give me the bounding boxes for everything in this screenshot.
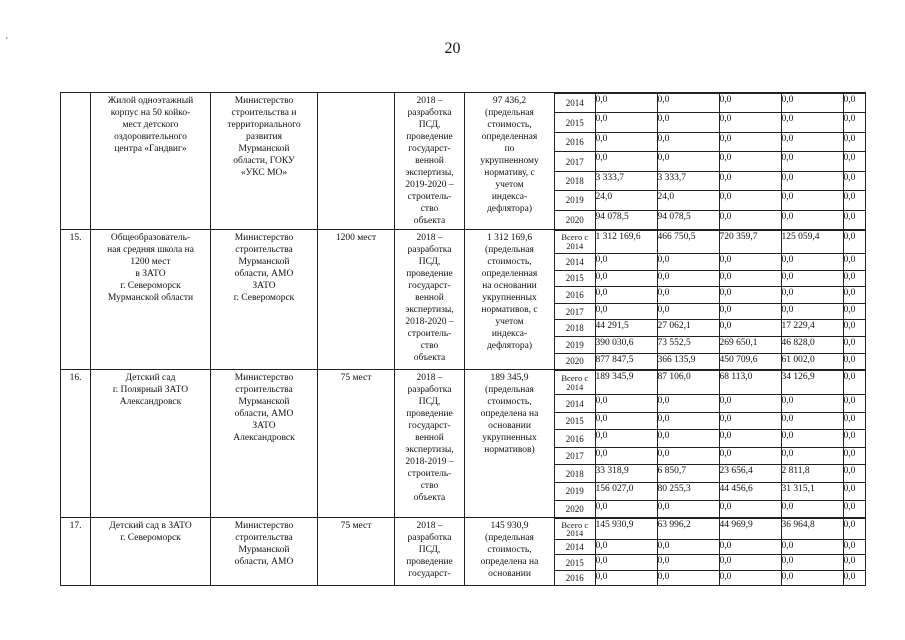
year-label: Всего с 2014 xyxy=(555,371,595,395)
amount-cell: 0,0 xyxy=(843,465,866,483)
year-label: 2014 xyxy=(555,94,595,113)
year-row xyxy=(555,210,866,229)
amount-cell: 0,0 xyxy=(781,412,843,430)
year-label: 2018 xyxy=(555,465,595,483)
year-row xyxy=(555,555,866,570)
amount-cell: 0,0 xyxy=(657,395,719,413)
year-row xyxy=(555,231,866,254)
amount-cell: 0,0 xyxy=(595,555,657,570)
amount-cell: 0,0 xyxy=(843,540,866,555)
amount-cell: 0,0 xyxy=(719,412,781,430)
amount-cell: 0,0 xyxy=(843,570,866,585)
amount-cell: 0,0 xyxy=(781,94,843,113)
amount-cell: 0,0 xyxy=(657,430,719,448)
amount-cell: 0,0 xyxy=(843,430,866,448)
amount-cell: 0,0 xyxy=(843,395,866,413)
amount-cell: 0,0 xyxy=(843,270,866,287)
amount-cell: 0,0 xyxy=(657,270,719,287)
year-row xyxy=(555,336,866,353)
amount-cell: 0,0 xyxy=(657,555,719,570)
year-row xyxy=(555,483,866,501)
amount-cell: 0,0 xyxy=(719,430,781,448)
amount-cell: 0,0 xyxy=(657,113,719,132)
amount-cell: 44 456,6 xyxy=(719,483,781,501)
table-row xyxy=(61,370,866,518)
amount-cell: 0,0 xyxy=(843,353,866,369)
year-label: 2020 xyxy=(555,500,595,517)
estimated-cost: 97 436,2 (предельная стоимость, определенная по укрупненному нормативу, с учетом индекса- дефлятора) xyxy=(465,93,555,230)
amount-cell: 0,0 xyxy=(843,483,866,501)
amount-cell: 0,0 xyxy=(781,113,843,132)
year-label: 2016 xyxy=(555,570,595,585)
amount-cell: 0,0 xyxy=(595,287,657,304)
amount-cell: 0,0 xyxy=(657,132,719,151)
amount-cell: 94 078,5 xyxy=(595,210,657,229)
amount-cell: 0,0 xyxy=(843,253,866,270)
amount-cell: 3 333,7 xyxy=(657,171,719,190)
amount-cell: 0,0 xyxy=(781,447,843,465)
amount-cell: 0,0 xyxy=(843,519,866,540)
amount-cell: 0,0 xyxy=(843,555,866,570)
amount-cell: 63 996,2 xyxy=(657,519,719,540)
amount-cell: 0,0 xyxy=(719,132,781,151)
amount-cell: 1 312 169,6 xyxy=(595,231,657,254)
year-label: 2015 xyxy=(555,113,595,132)
object-name: Жилой одноэтажный корпус на 50 койко- мест детского оздоровительного центра «Гандвиг» xyxy=(91,93,211,230)
amount-cell: 0,0 xyxy=(719,500,781,517)
amount-cell: 33 318,9 xyxy=(595,465,657,483)
row-number xyxy=(61,93,91,230)
year-label: 2020 xyxy=(555,210,595,229)
yearly-financing xyxy=(555,370,866,518)
amount-cell: 877 847,5 xyxy=(595,353,657,369)
year-row xyxy=(555,371,866,395)
corner-mark: ' xyxy=(6,36,8,47)
amount-cell: 0,0 xyxy=(719,94,781,113)
year-row xyxy=(555,412,866,430)
amount-cell: 80 255,3 xyxy=(657,483,719,501)
yearly-financing xyxy=(555,230,866,370)
stage-description: 2018 – разработка ПСД, проведение государст- xyxy=(395,518,465,586)
amount-cell: 0,0 xyxy=(719,555,781,570)
yearly-financing xyxy=(555,93,866,230)
amount-cell: 0,0 xyxy=(843,191,866,210)
amount-cell: 0,0 xyxy=(843,447,866,465)
amount-cell: 0,0 xyxy=(781,171,843,190)
amount-cell: 0,0 xyxy=(781,540,843,555)
amount-cell: 450 709,6 xyxy=(719,353,781,369)
amount-cell: 0,0 xyxy=(719,287,781,304)
row-number: 15. xyxy=(61,230,91,370)
amount-cell: 0,0 xyxy=(781,191,843,210)
amount-cell: 68 113,0 xyxy=(719,371,781,395)
responsible-org: Министерство строительства и территориального развития Мурманской области, ГОКУ «УКС МО» xyxy=(211,93,318,230)
amount-cell: 0,0 xyxy=(843,371,866,395)
year-label: 2016 xyxy=(555,132,595,151)
amount-cell: 0,0 xyxy=(657,152,719,171)
page-number: 20 xyxy=(444,40,461,57)
amount-cell: 0,0 xyxy=(719,303,781,320)
amount-cell: 0,0 xyxy=(781,270,843,287)
year-row xyxy=(555,320,866,337)
amount-cell: 44 969,9 xyxy=(719,519,781,540)
row-number: 16. xyxy=(61,370,91,518)
year-row xyxy=(555,270,866,287)
year-row xyxy=(555,465,866,483)
year-label: 2015 xyxy=(555,555,595,570)
amount-cell: 720 359,7 xyxy=(719,231,781,254)
amount-cell: 0,0 xyxy=(657,412,719,430)
responsible-org: Министерство строительства Мурманской области, АМО xyxy=(211,518,318,586)
amount-cell: 0,0 xyxy=(595,253,657,270)
amount-cell: 24,0 xyxy=(595,191,657,210)
amount-cell: 269 650,1 xyxy=(719,336,781,353)
year-label: 2019 xyxy=(555,336,595,353)
amount-cell: 0,0 xyxy=(843,210,866,229)
amount-cell: 0,0 xyxy=(843,132,866,151)
year-row xyxy=(555,303,866,320)
capacity xyxy=(318,93,395,230)
amount-cell: 0,0 xyxy=(719,447,781,465)
amount-cell: 0,0 xyxy=(843,336,866,353)
amount-cell: 0,0 xyxy=(843,171,866,190)
amount-cell: 0,0 xyxy=(595,395,657,413)
estimated-cost: 189 345,9 (предельная стоимость, определена на основании укрупненных нормативов) xyxy=(465,370,555,518)
year-label: 2017 xyxy=(555,152,595,171)
amount-cell: 0,0 xyxy=(657,303,719,320)
amount-cell: 366 135,9 xyxy=(657,353,719,369)
capacity: 75 мест xyxy=(318,370,395,518)
amount-cell: 0,0 xyxy=(719,270,781,287)
amount-cell: 0,0 xyxy=(843,94,866,113)
object-name: Детский сад г. Полярный ЗАТО Александровск xyxy=(91,370,211,518)
year-label: 2014 xyxy=(555,253,595,270)
amount-cell: 0,0 xyxy=(781,132,843,151)
amount-cell: 73 552,5 xyxy=(657,336,719,353)
amount-cell: 390 030,6 xyxy=(595,336,657,353)
amount-cell: 0,0 xyxy=(657,447,719,465)
amount-cell: 0,0 xyxy=(719,395,781,413)
stage-description: 2018 – разработка ПСД, проведение государст- венной экспертизы, 2018-2020 – строитель- ство объекта xyxy=(395,230,465,370)
amount-cell: 0,0 xyxy=(781,152,843,171)
year-row xyxy=(555,113,866,132)
object-name: Общеобразователь- ная средняя школа на 1200 мест в ЗАТО г. Североморск Мурманской области xyxy=(91,230,211,370)
object-name: Детский сад в ЗАТО г. Североморск xyxy=(91,518,211,586)
amount-cell: 0,0 xyxy=(843,412,866,430)
amount-cell: 0,0 xyxy=(595,132,657,151)
year-label: 2017 xyxy=(555,303,595,320)
table-row xyxy=(61,93,866,230)
amount-cell: 0,0 xyxy=(781,430,843,448)
amount-cell: 0,0 xyxy=(719,253,781,270)
amount-cell: 466 750,5 xyxy=(657,231,719,254)
year-row xyxy=(555,171,866,190)
year-label: 2016 xyxy=(555,287,595,304)
amount-cell: 0,0 xyxy=(595,570,657,585)
amount-cell: 125 059,4 xyxy=(781,231,843,254)
amount-cell: 0,0 xyxy=(657,500,719,517)
amount-cell: 189 345,9 xyxy=(595,371,657,395)
amount-cell: 0,0 xyxy=(781,287,843,304)
amount-cell: 0,0 xyxy=(719,210,781,229)
year-row xyxy=(555,191,866,210)
responsible-org: Министерство строительства Мурманской области, АМО ЗАТО г. Североморск xyxy=(211,230,318,370)
table-row xyxy=(61,518,866,586)
amount-cell: 0,0 xyxy=(781,395,843,413)
year-label: Всего с 2014 xyxy=(555,519,595,540)
stage-description: 2018 – разработка ПСД, проведение государст- венной экспертизы, 2018-2019 – строитель- ство объекта xyxy=(395,370,465,518)
amount-cell: 0,0 xyxy=(657,253,719,270)
amount-cell: 0,0 xyxy=(719,191,781,210)
amount-cell: 61 002,0 xyxy=(781,353,843,369)
amount-cell: 0,0 xyxy=(843,303,866,320)
amount-cell: 0,0 xyxy=(595,152,657,171)
year-label: 2018 xyxy=(555,171,595,190)
year-row xyxy=(555,353,866,369)
year-row xyxy=(555,447,866,465)
amount-cell: 44 291,5 xyxy=(595,320,657,337)
amount-cell: 0,0 xyxy=(657,94,719,113)
year-label: 2019 xyxy=(555,483,595,501)
amount-cell: 0,0 xyxy=(843,500,866,517)
capacity: 1200 мест xyxy=(318,230,395,370)
amount-cell: 87 106,0 xyxy=(657,371,719,395)
year-label: 2015 xyxy=(555,412,595,430)
estimated-cost: 145 930,9 (предельная стоимость, определена на основании xyxy=(465,518,555,586)
year-row xyxy=(555,287,866,304)
amount-cell: 27 062,1 xyxy=(657,320,719,337)
capacity: 75 мест xyxy=(318,518,395,586)
year-label: 2017 xyxy=(555,447,595,465)
year-row xyxy=(555,132,866,151)
amount-cell: 0,0 xyxy=(719,152,781,171)
amount-cell: 0,0 xyxy=(595,113,657,132)
amount-cell: 0,0 xyxy=(843,113,866,132)
amount-cell: 156 027,0 xyxy=(595,483,657,501)
amount-cell: 24,0 xyxy=(657,191,719,210)
amount-cell: 0,0 xyxy=(595,447,657,465)
amount-cell: 0,0 xyxy=(781,253,843,270)
year-label: 2018 xyxy=(555,320,595,337)
year-row xyxy=(555,519,866,540)
amount-cell: 0,0 xyxy=(657,570,719,585)
amount-cell: 0,0 xyxy=(595,303,657,320)
year-label: 2016 xyxy=(555,430,595,448)
table-row xyxy=(61,230,866,370)
amount-cell: 6 850,7 xyxy=(657,465,719,483)
year-row xyxy=(555,430,866,448)
amount-cell: 23 656,4 xyxy=(719,465,781,483)
construction-objects-table xyxy=(60,92,866,586)
amount-cell: 0,0 xyxy=(595,430,657,448)
amount-cell: 34 126,9 xyxy=(781,371,843,395)
year-row xyxy=(555,500,866,517)
amount-cell: 0,0 xyxy=(719,113,781,132)
year-row xyxy=(555,540,866,555)
amount-cell: 0,0 xyxy=(657,540,719,555)
year-row xyxy=(555,395,866,413)
year-row xyxy=(555,253,866,270)
year-row xyxy=(555,94,866,113)
year-label: 2015 xyxy=(555,270,595,287)
yearly-financing xyxy=(555,518,866,586)
year-label: 2019 xyxy=(555,191,595,210)
year-label: 2020 xyxy=(555,353,595,369)
amount-cell: 0,0 xyxy=(595,270,657,287)
amount-cell: 0,0 xyxy=(781,303,843,320)
amount-cell: 2 811,8 xyxy=(781,465,843,483)
amount-cell: 94 078,5 xyxy=(657,210,719,229)
amount-cell: 36 964,8 xyxy=(781,519,843,540)
amount-cell: 0,0 xyxy=(843,152,866,171)
amount-cell: 0,0 xyxy=(781,570,843,585)
amount-cell: 0,0 xyxy=(719,570,781,585)
responsible-org: Министерство строительства Мурманской области, АМО ЗАТО Александровск xyxy=(211,370,318,518)
amount-cell: 0,0 xyxy=(843,320,866,337)
amount-cell: 0,0 xyxy=(719,171,781,190)
year-row xyxy=(555,152,866,171)
estimated-cost: 1 312 169,6 (предельная стоимость, определенная на основании укрупненных нормативов, с учетом индекса- дефлятора) xyxy=(465,230,555,370)
amount-cell: 0,0 xyxy=(595,412,657,430)
year-label: 2014 xyxy=(555,395,595,413)
amount-cell: 0,0 xyxy=(657,287,719,304)
amount-cell: 0,0 xyxy=(595,94,657,113)
stage-description: 2018 – разработка ПСД, проведение государст- венной экспертизы, 2019-2020 – строитель- ство объекта xyxy=(395,93,465,230)
amount-cell: 0,0 xyxy=(595,500,657,517)
amount-cell: 0,0 xyxy=(781,210,843,229)
amount-cell: 46 828,0 xyxy=(781,336,843,353)
amount-cell: 0,0 xyxy=(781,500,843,517)
year-label: Всего с 2014 xyxy=(555,231,595,254)
amount-cell: 0,0 xyxy=(843,287,866,304)
amount-cell: 0,0 xyxy=(781,555,843,570)
year-row xyxy=(555,570,866,585)
amount-cell: 0,0 xyxy=(719,320,781,337)
amount-cell: 0,0 xyxy=(595,540,657,555)
amount-cell: 17 229,4 xyxy=(781,320,843,337)
amount-cell: 145 930,9 xyxy=(595,519,657,540)
amount-cell: 0,0 xyxy=(719,540,781,555)
amount-cell: 31 315,1 xyxy=(781,483,843,501)
row-number: 17. xyxy=(61,518,91,586)
amount-cell: 0,0 xyxy=(843,231,866,254)
year-label: 2014 xyxy=(555,540,595,555)
amount-cell: 3 333,7 xyxy=(595,171,657,190)
